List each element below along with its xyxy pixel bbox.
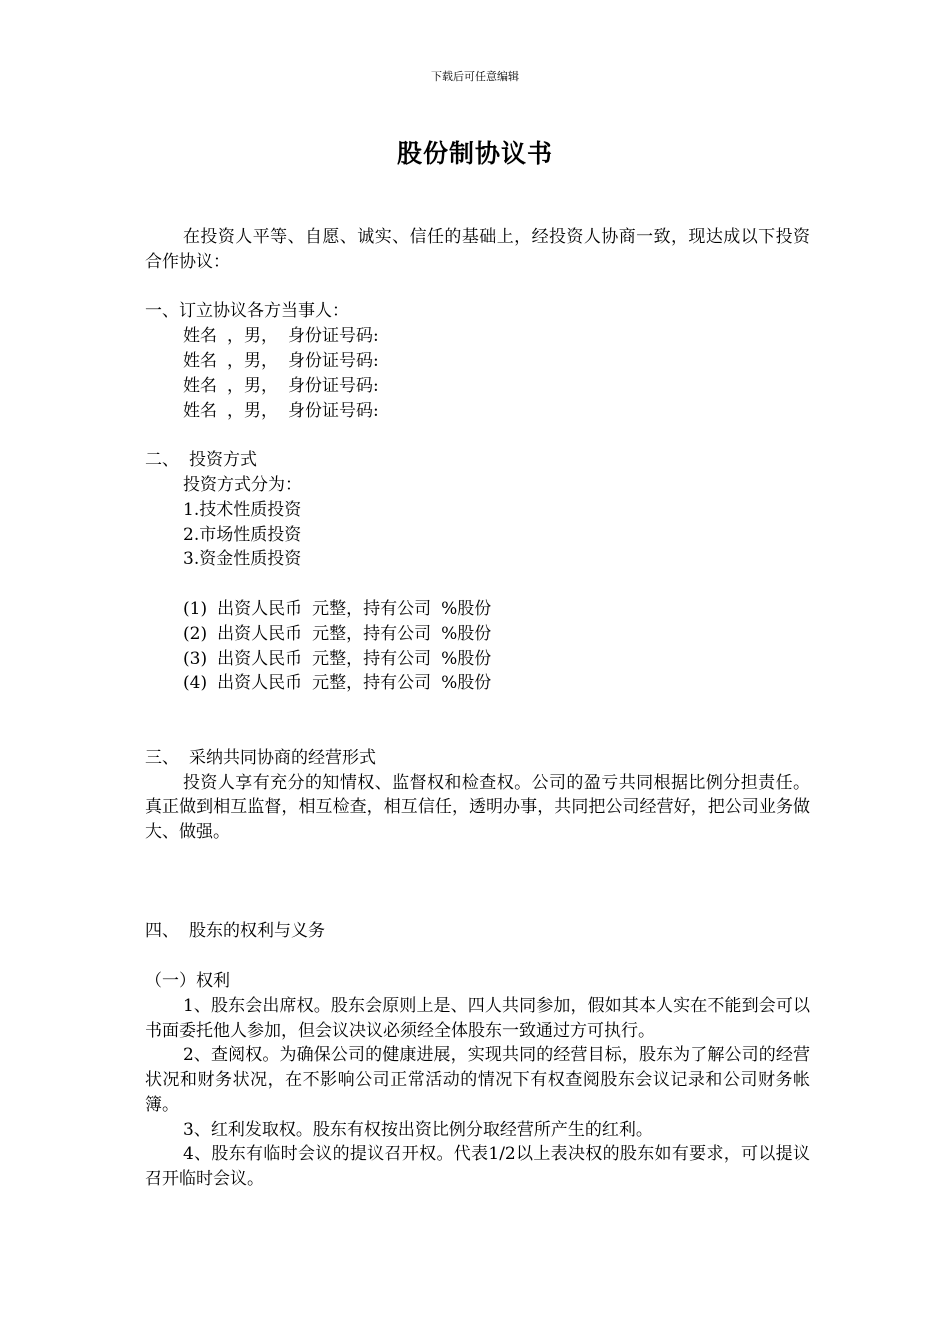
investment-method-item: 2.市场性质投资	[183, 524, 302, 545]
party-gender: 男，	[244, 326, 278, 347]
rights-subheading: （一）权利	[145, 970, 230, 991]
contribution-number: (2)	[183, 623, 208, 644]
investment-method-item: 3.资金性质投资	[183, 549, 302, 570]
contribution-percent: %股份	[441, 623, 492, 644]
section-3-number: 三、	[145, 747, 179, 768]
party-sep: ，	[227, 350, 244, 371]
party-sep: ，	[227, 326, 244, 347]
contribution-unit: 元整，持有公司	[312, 598, 432, 619]
investment-methods-intro: 投资方式分为：	[183, 474, 302, 495]
party-line	[145, 324, 810, 349]
contribution-line	[145, 597, 810, 622]
party-id-label: 身份证号码:	[288, 350, 379, 371]
contribution-line	[145, 647, 810, 672]
rights-item: 1、股东会出席权。股东会原则上是、四人共同参加，假如其本人实在不能到会可以书面委托他人参加，但会议决议必须经全体股东一致通过方可执行。	[145, 995, 810, 1041]
party-name-label: 姓名	[183, 326, 217, 347]
contribution-list	[145, 597, 810, 696]
rights-item: 3、红利发取权。股东有权按出资比例分取经营所产生的红利。	[183, 1119, 653, 1140]
party-line	[145, 349, 810, 374]
contribution-unit: 元整，持有公司	[312, 623, 432, 644]
contribution-percent: %股份	[441, 673, 492, 694]
document-title: 股份制协议书	[396, 139, 553, 168]
section-2-title: 投资方式	[189, 450, 257, 471]
party-list	[145, 324, 810, 423]
contribution-text: 出资人民币	[217, 598, 303, 619]
section-1-heading: 一、订立协议各方当事人：	[145, 301, 349, 322]
section-2-heading	[145, 448, 810, 473]
section-4-title: 股东的权利与义务	[189, 921, 325, 942]
contribution-percent: %股份	[441, 648, 492, 669]
party-id-label: 身份证号码:	[288, 400, 379, 421]
party-gender: 男，	[244, 400, 278, 421]
party-name-label: 姓名	[183, 375, 217, 396]
document-body	[145, 225, 810, 1192]
section-3-title: 采纳共同协商的经营形式	[189, 747, 376, 768]
contribution-line	[145, 671, 810, 696]
party-line	[145, 374, 810, 399]
investment-method-item: 1.技术性质投资	[183, 499, 302, 520]
section-3-paragraph: 投资人享有充分的知情权、监督权和检查权。公司的盈亏共同根据比例分担责任。真正做到相互监督，相互检查，相互信任，透明办事，共同把公司经营好，把公司业务做大、做强。	[145, 772, 810, 843]
party-id-label: 身份证号码:	[288, 375, 379, 396]
contribution-number: (1)	[183, 598, 208, 619]
intro-paragraph: 在投资人平等、自愿、诚实、信任的基础上，经投资人协商一致，现达成以下投资合作协议：	[145, 227, 810, 272]
section-4-heading	[145, 919, 810, 944]
contribution-text: 出资人民币	[217, 673, 303, 694]
section-3-heading	[145, 746, 810, 771]
page-header: 下载后可任意编辑	[431, 70, 519, 83]
party-line	[145, 399, 810, 424]
party-name-label: 姓名	[183, 400, 217, 421]
contribution-number: (4)	[183, 673, 208, 694]
party-sep: ，	[227, 375, 244, 396]
contribution-text: 出资人民币	[217, 623, 303, 644]
contribution-number: (3)	[183, 648, 208, 669]
section-2-number: 二、	[145, 450, 179, 471]
party-sep: ，	[227, 400, 244, 421]
rights-item: 2、查阅权。为确保公司的健康进展，实现共同的经营目标，股东为了解公司的经营状况和财务状况，在不影响公司正常活动的情况下有权查阅股东会议记录和公司财务帐簿。	[145, 1045, 810, 1115]
contribution-line	[145, 622, 810, 647]
contribution-unit: 元整，持有公司	[312, 673, 432, 694]
contribution-percent: %股份	[441, 598, 492, 619]
party-gender: 男，	[244, 375, 278, 396]
party-id-label: 身份证号码:	[288, 326, 379, 347]
rights-item: 4、股东有临时会议的提议召开权。代表1/2以上表决权的股东如有要求，可以提议召开临时会议。	[145, 1144, 810, 1190]
party-gender: 男，	[244, 350, 278, 371]
party-name-label: 姓名	[183, 350, 217, 371]
contribution-text: 出资人民币	[217, 648, 303, 669]
contribution-unit: 元整，持有公司	[312, 648, 432, 669]
section-4-number: 四、	[145, 921, 179, 942]
